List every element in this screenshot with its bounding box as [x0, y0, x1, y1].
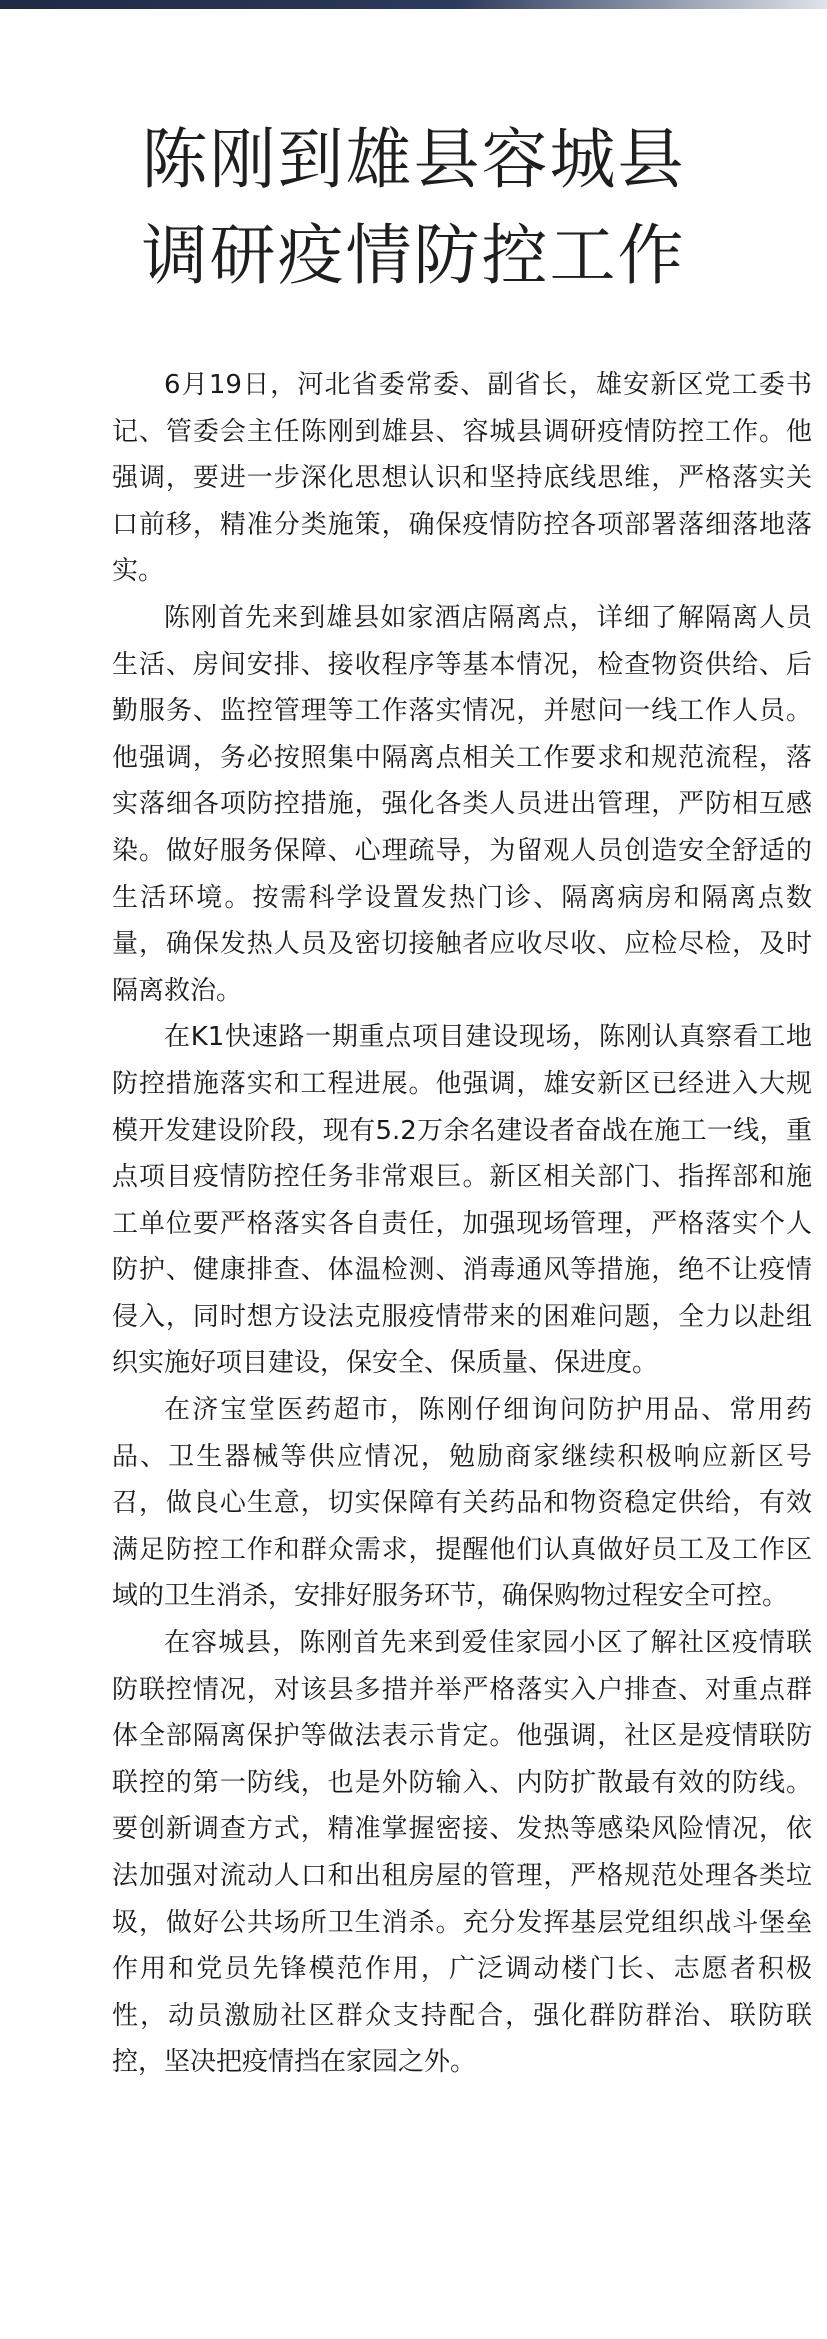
- header-accent-bar: [0, 0, 827, 9]
- article-paragraph: 陈刚首先来到雄县如家酒店隔离点，详细了解隔离人员生活、房间安排、接收程序等基本情况，检查物资供给、后勤服务、监控管理等工作落实情况，并慰问一线工作人员。他强调，务必按照集中隔离点相关工作要求和规范流程，落实落细各项防控措施，强化各类人员进出管理，严防相互感染。做好服务保障、心理疏导，为留观人员创造安全舒适的生活环境。按需科学设置发热门诊、隔离病房和隔离点数量，确保发热人员及密切接触者应收尽收、应检尽检，及时隔离救治。: [112, 602, 812, 1006]
- article-paragraph: 在K1快速路一期重点项目建设现场，陈刚认真察看工地防控措施落实和工程进展。他强调，雄安新区已经进入大规模开发建设阶段，现有5.2万余名建设者奋战在施工一线，重点项目疫情防控任务非常艰巨。新区相关部门、指挥部和施工单位要严格落实各自责任，加强现场管理，严格落实个人防护、健康排查、体温检测、消毒通风等措施，绝不让疫情侵入，同时想方设法克服疫情带来的困难问题，全力以赴组织实施好项目建设，保安全、保质量、保进度。: [112, 1022, 812, 1379]
- article-title-line-1: 陈刚到雄县容城县: [141, 121, 686, 198]
- article-paragraph: 在容城县，陈刚首先来到爱佳家园小区了解社区疫情联防联控情况，对该县多措并举严格落实入户排查、对重点群体全部隔离保护等做法表示肯定。他强调，社区是疫情联防联控的第一防线，也是外防输入、内防扩散最有效的防线。要创新调查方式，精准掌握密接、发热等感染风险情况，依法加强对流动人口和出租房屋的管理，严格规范处理各类垃圾，做好公共场所卫生消杀。充分发挥基层党组织战斗堡垒作用和党员先锋模范作用，广泛调动楼门长、志愿者积极性，动员激励社区群众支持配合，强化群防群治、联防联控，坚决把疫情挡在家园之外。: [112, 1628, 812, 2078]
- article-body: [112, 362, 812, 2086]
- article-title-line-2: 调研疫情防控工作: [141, 217, 686, 294]
- article-paragraph: 6月19日，河北省委常委、副省长，雄安新区党工委书记、管委会主任陈刚到雄县、容城县调研疫情防控工作。他强调，要进一步深化思想认识和坚持底线思维，严格落实关口前移，精准分类施策，确保疫情防控各项部署落细落地落实。: [112, 370, 812, 587]
- article-paragraph: 在济宝堂医药超市，陈刚仔细询问防护用品、常用药品、卫生器械等供应情况，勉励商家继续积极响应新区号召，做良心生意，切实保障有关药品和物资稳定供给，有效满足防控工作和群众需求，提醒他们认真做好员工及工作区域的卫生消杀，安排好服务环节，确保购物过程安全可控。: [112, 1395, 812, 1612]
- article-title: [0, 112, 827, 304]
